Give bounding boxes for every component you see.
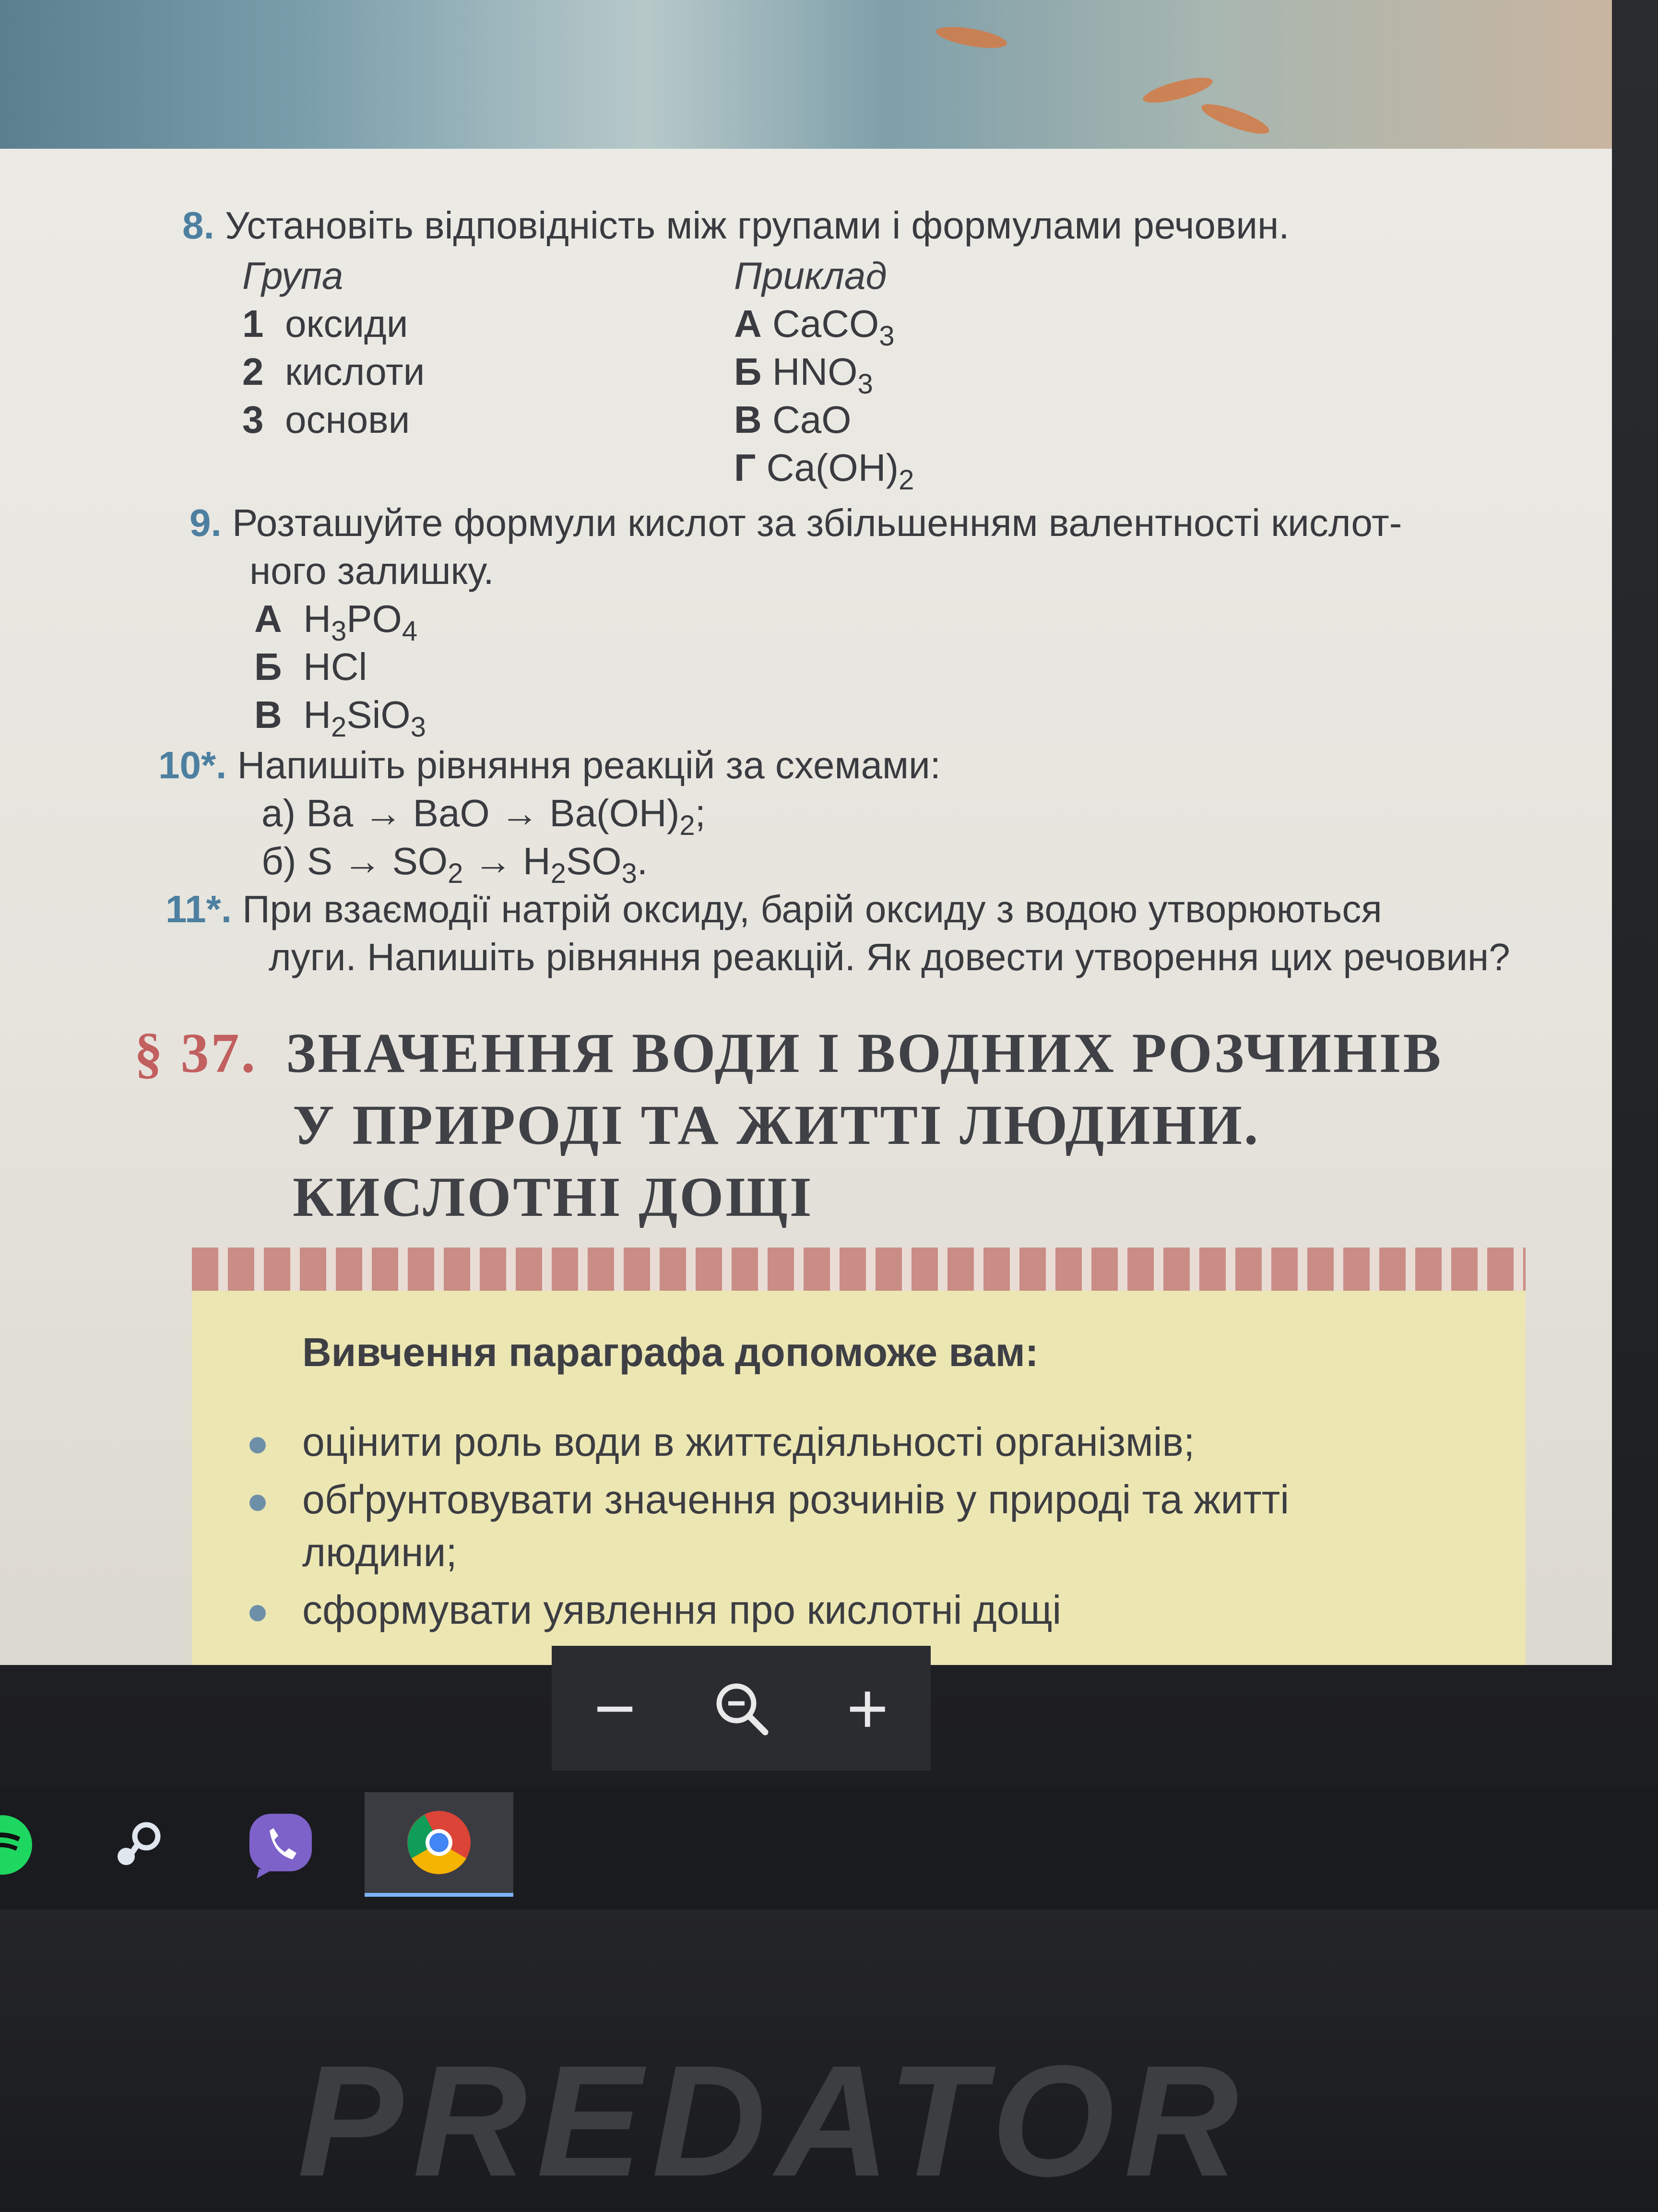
steam-icon[interactable] (101, 1809, 173, 1881)
goal-item: обґрунтовувати значення розчинів у природі та житті (302, 1477, 1289, 1522)
group-column-title: Група (242, 254, 343, 297)
example-item: Б $HNO_3$ (734, 350, 873, 400)
exercise-11-statement: 11*. При взаємодії натрій оксиду, барій оксиду з водою утворюються (166, 888, 1382, 930)
example-column-title: Приклад (734, 254, 887, 297)
exercise-9-continuation: ного залишку. (249, 549, 494, 592)
group-item: 2 кислоти (242, 350, 425, 393)
chrome-taskbar-button[interactable] (365, 1792, 513, 1897)
goals-title: Вивчення параграфа допоможе вам: (302, 1330, 1039, 1375)
viber-icon[interactable] (245, 1809, 317, 1881)
zoom-out-button[interactable]: − (593, 1667, 636, 1748)
section-heading: § 37. ЗНАЧЕННЯ ВОДИ І ВОДНИХ РОЗЧИНІВ У ПРИРОДІ ТА ЖИТТІ ЛЮДИНИ. КИСЛОТНІ ДОЩІ (134, 1022, 1443, 1228)
learning-goals-box (192, 1291, 1526, 1665)
bullet-dot (249, 1495, 266, 1511)
example-item: А CaCO$_3$ (734, 302, 895, 352)
acid-option: Б HCl (254, 645, 367, 688)
taskbar (0, 1785, 1658, 1910)
exercise-text: Установіть відповідність між групами і формулами речовин. (225, 204, 1290, 247)
fish-decoration (1198, 98, 1272, 139)
group-item: 3 основи (242, 398, 410, 441)
goal-item: оцінити роль води в життєдіяльності організмів; (302, 1419, 1195, 1464)
reaction-scheme-b: б) $S \to SO_2 \to H_2SO_3$. (261, 840, 648, 889)
exercise-number: 8. (182, 204, 214, 247)
zoom-toolbar (552, 1646, 931, 1771)
bullet-dot (249, 1605, 266, 1621)
fish-decoration (1141, 72, 1215, 108)
exercise-8-statement (182, 202, 1290, 250)
acid-option: В $H_2SiO_3$ (254, 693, 426, 743)
chrome-icon (403, 1807, 475, 1879)
goal-item-continuation: людини; (302, 1530, 457, 1575)
acid-option: А $H_3PO_4$ (254, 597, 418, 647)
example-item: Г $Ca(OH)_2$ (734, 446, 914, 496)
exercise-10-statement: 10*. Напишіть рівняння реакцій за схемами: (158, 744, 941, 786)
group-item: 1 оксиди (242, 302, 408, 345)
goal-item: сформувати уявлення про кислотні дощі (302, 1587, 1062, 1632)
bullet-dot (249, 1437, 266, 1453)
spotify-icon[interactable] (0, 1809, 38, 1881)
zoom-magnifier-icon[interactable] (693, 1660, 789, 1756)
exercise-9-statement: 9. Розташуйте формули кислот за збільшенням валентності кислот- (189, 501, 1402, 544)
example-item: В CaO (734, 398, 852, 441)
fish-decoration (935, 23, 1008, 52)
laptop-brand-logo: PREDATOR (297, 2032, 1248, 2209)
exercise-11-continuation: луги. Напишіть рівняння реакцій. Як довести утворення цих речовин? (269, 936, 1510, 978)
reaction-scheme-a: а) Ba → BaO → $Ba(OH)_2$; (261, 792, 706, 841)
notebook-spiral-decoration (192, 1248, 1526, 1291)
header-photo (0, 0, 1612, 149)
section-number: § 37. (134, 1022, 257, 1084)
zoom-in-button[interactable]: + (846, 1667, 889, 1748)
